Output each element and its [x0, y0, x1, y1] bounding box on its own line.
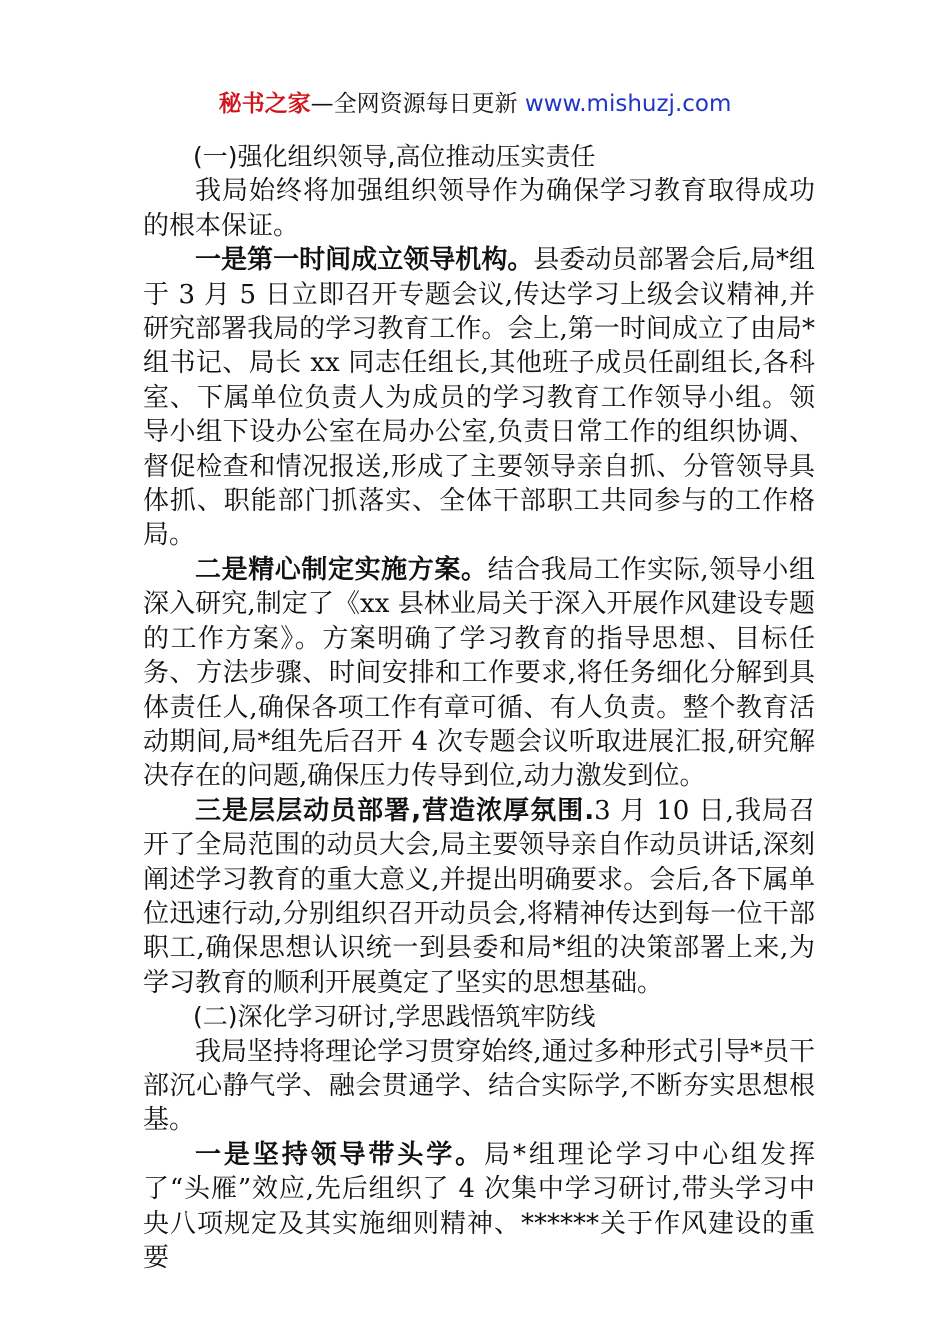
paragraph-text: 结合我局工作实际,领导小组深入研究,制定了《xx 县林业局关于深入开展作风建设专题的工作方案》。方案明确了学习教育的指导思想、目标任务、方法步骤、时间安排和工作要求,将任务细化分解到具体责任人,确保各项工作有章可循、有人负责。整个教育活动期间,局*组先后召开 4 次专题会议听取进展汇报,研究解决存在的问题,确保压力传导到位,动力激发到位。 — [143, 554, 815, 792]
section-heading-2: (二)深化学习研讨,学思践悟筑牢防线 — [193, 1002, 596, 1032]
section-intro-2: 我局坚持将理论学习贯穿始终,通过多种形式引导*员干部沉心静气学、融会贯通学、结合实际学,不断夯实思想根基。 — [143, 1036, 815, 1136]
site-url-link[interactable]: www.mishuzj.com — [524, 91, 732, 117]
header-tagline: —全网资源每日更新 — [310, 91, 518, 117]
section-heading-1: (一)强化组织领导,高位推动压实责任 — [193, 142, 596, 171]
page-header — [0, 88, 950, 120]
paragraph-lead: 三是层层动员部署,营造浓厚氛围. — [195, 795, 595, 826]
paragraph-text: 县委动员部署会后,局*组于 3 月 5 日立即召开专题会议,传达学习上级会议精神,并研究部署我局的学习教育工作。会上,第一时间成立了由局*组书记、局长 xx 同志任组长,其他班子成员任副组长,各科室、下属单位负责人为成员的学习教育工作领导小组。领导小组下设办公室在局办公室,负责日常工作的组织协调、督促检查和情况报送,形成了主要领导亲自抓、分管领导具体抓、职能部门抓落实、全体干部职工共同参与的工作格局。 — [143, 245, 815, 551]
document-body — [143, 140, 815, 1275]
paragraph-1 — [143, 243, 815, 553]
paragraph-lead: 二是精心制定实施方案。 — [195, 554, 488, 585]
brand-name: 秘书之家 — [218, 91, 311, 117]
paragraph-lead: 一是第一时间成立领导机构。 — [195, 245, 534, 276]
paragraph-text: 局*组理论学习中心组发挥了“头雁”效应,先后组织了 4 次集中学习研讨,带头学习中央八项规定及其实施细则精神、******关于作风建设的重要 — [143, 1139, 815, 1273]
paragraph-4 — [143, 1138, 815, 1276]
section-intro-1: 我局始终将加强组织领导作为确保学习教育取得成功的根本保证。 — [143, 176, 815, 241]
paragraph-text: 3 月 10 日,我局召开了全局范围的动员大会,局主要领导亲自作动员讲话,深刻阐述学习教育的重大意义,并提出明确要求。会后,各下属单位迅速行动,分别组织召开动员会,将精神传达到每一位干部职工,确保思想认识统一到县委和局*组的决策部署上来,为学习教育的顺利开展奠定了坚实的思想基础。 — [143, 795, 815, 998]
paragraph-2 — [143, 553, 815, 794]
paragraph-3 — [143, 794, 815, 1000]
paragraph-lead: 一是坚持领导带头学。 — [195, 1139, 485, 1170]
